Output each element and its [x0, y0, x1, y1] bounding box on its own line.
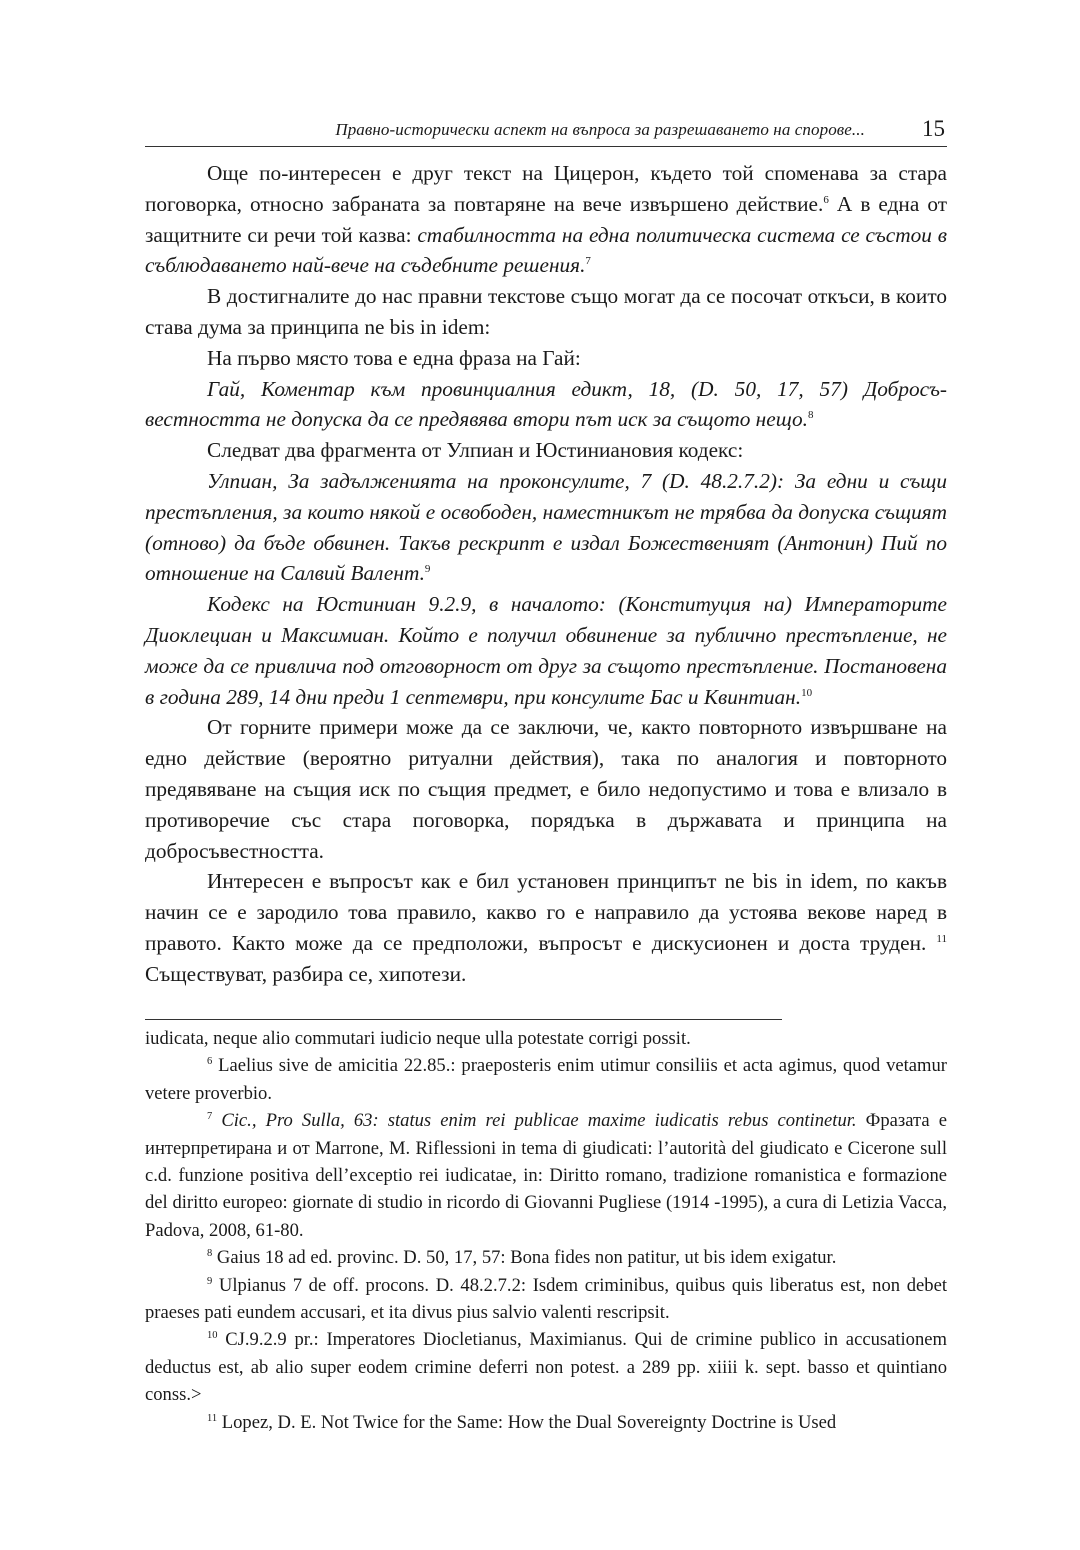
footnote: $^8$ Gaius 18 ad ed. provinc. D. 50, 17, 57: Bona fides non patitur, ut bis idem exigatur. — [207, 1247, 837, 1269]
paragraph: Кодекс на Юстиниан 9.2.9, в началото: (Конституция на) Императорите Диоклециан и Максимиан. Който е получил обвинение за публично престъпление, не може да се привлича под отговорност от друг за същото престъпление. Постановена в година 289, 14 дни преди 1 септември, при консулите Бас и Квинтиан.$^{10}$ — [145, 592, 947, 709]
paragraph: От горните примери може да се заключи, че, както повторното извършване на едно действие (вероятно ритуални действия), така по аналогия и повторното предявяване на същия иск по същия предмет, е било недопустимо и това е влизало в противоречие със стара поговорка, порядъка в държавата и принципа на добросъвестността. — [145, 715, 947, 863]
footnote: $^7$ Cic., Pro Sulla, 63: status enim rei publicae maxime iudicatis rebus continetur. Фразата е интерпретирана и от Marrone, M. Riflessioni in tema di giudicati: l’autorità del giudicato e Cicerone sull c.d. funzione positiva dell’exceptio rei iudicatae, in: Diritto romano, tradizione romanistica e formazione del diritto europeo: giornate di studio in ricordo di Giovanni Pugliese (1914 -1995), a cura di Letizia Vacca, Padova, 2008, 61-80. — [145, 1110, 948, 1241]
paragraph: Следват два фрагмента от Улпиан и Юстиниановия кодекс: — [207, 438, 744, 463]
paragraph: На първо място това е една фраза на Гай: — [207, 345, 581, 370]
footnote-ref[interactable]: 8 — [808, 409, 814, 422]
page-number: 15 — [922, 116, 945, 141]
paragraph: Улпиан, За задълженията на проконсулите, 7 (D. 48.2.7.2): За едни и същи престъпления, за които някой е освободен, наместникът не трябва да допуска същият (отново) да бъде обвинен. Такъв рескрипт е издал Божественият (Антонин) Пий по отношение на Салвий Валент.$^9$ — [145, 468, 947, 586]
paragraph: Интересен е въпросът как е бил установен принципът ne bis in idem, по какъв начин се е зародило това правило, какво го е направило да устоява векове наред в правото. Както може да се предположи, въпросът е дискусионен и доста труден. $^{11}$ Съществуват, разбира се, хипотези. — [145, 869, 947, 986]
running-header — [145, 116, 947, 147]
footnote-number: 8 — [207, 1248, 213, 1260]
footnote-ref[interactable]: 10 — [801, 686, 813, 699]
footnote-ref[interactable]: 6 — [823, 193, 829, 206]
footnote-separator — [145, 1019, 782, 1020]
footnote-number: 11 — [207, 1412, 218, 1424]
footnote-number: 6 — [207, 1056, 213, 1068]
footnote: $^9$ Ulpianus 7 de off. procons. D. 48.2.7.2: Isdem criminibus, quibus quis liberatus est, non debet praeses pati eundem accusari, et ita divus pius salvio valenti rescripsit. — [145, 1274, 947, 1324]
paragraph: В достигналите до нас правни текстове също могат да се посочат откъси, в които става дума за принципа ne bis in idem: — [145, 284, 947, 339]
footnote-ref[interactable]: 7 — [585, 255, 591, 268]
footnote: $^{11}$ Lopez, D. E. Not Twice for the Same: How the Dual Sovereignty Doctrine is Used — [207, 1411, 837, 1433]
footnote: $^6$ Laelius sive de amicitia 22.85.: praeposteris enim utimur consiliis et acta agimus, quod vetamur vetere proverbio. — [145, 1055, 947, 1104]
running-header-title: Правно-исторически аспект на въпроса за разрешаването на спорове... — [335, 120, 865, 139]
footnote-number: 9 — [207, 1275, 213, 1287]
footnotes — [145, 1025, 947, 1436]
footnote-ref[interactable]: 11 — [936, 932, 947, 945]
footnote-ref[interactable]: 9 — [424, 563, 431, 576]
paragraph: Гай, Коментар към провинциалния едикт, 18, (D. 50, 17, 57) Добросъвестността не допуска да се предявява втори път иск за същото нещо.$^8$ — [145, 376, 947, 432]
footnote-number: 7 — [207, 1111, 213, 1123]
footnote-number: 10 — [207, 1330, 218, 1342]
paragraph: Още по-интересен е друг текст на Цицерон, където той споменава за стара поговорка, относно забраната за повтаряне на вече извършено действие.$^6$ А в една от защитните си речи той казва: стабилността на една политическа система се състои в съблюдаването най-вече на съдебните решения.$^7$ — [145, 161, 947, 278]
footnote-continuation: iudicata, neque alio commutari iudicio neque ulla potestate corrigi possit. — [145, 1028, 691, 1049]
footnote: $^{10}$ CJ.9.2.9 pr.: Imperatores Diocletianus, Maximianus. Qui de crimine publico in accusationem deductus est, ab alio super eodem crimine deferri non potest. a 289 pp. xiiii k. sept. basso et quintiano conss.> — [145, 1329, 947, 1406]
main-text — [145, 158, 947, 990]
